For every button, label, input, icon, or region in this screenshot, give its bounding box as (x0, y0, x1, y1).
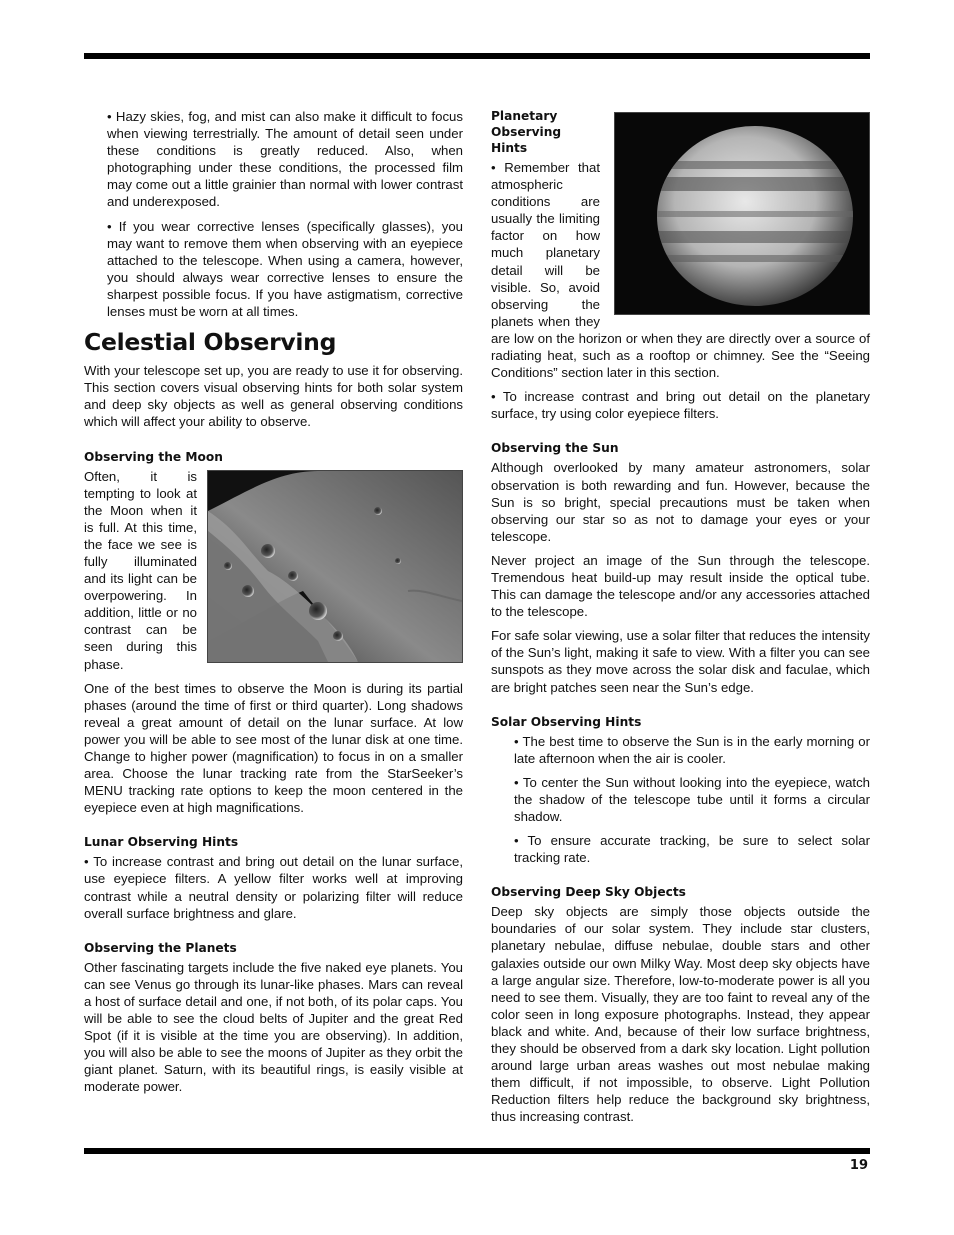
solar-hint-1: • The best time to observe the Sun is in the early morning or late afternoon when the air is cooler. (514, 733, 870, 766)
moon-photo (207, 470, 463, 663)
heading-planetary-hints: Planetary Observing Hints (491, 109, 562, 155)
heading-moon: Observing the Moon (84, 449, 223, 464)
left-column (84, 108, 463, 1103)
page-number: 19 (849, 1158, 868, 1173)
moon-paragraph-1: Often, it is tempting to look at the Moon when it is full. At this time, the face we see is fully illuminated and its light can be overpowering. In addition, little or no contrast can be seen during this phase. (84, 468, 197, 672)
heading-sun: Observing the Sun (491, 441, 619, 456)
solar-hint-3: • To ensure accurate tracking, be sure to select solar tracking rate. (514, 833, 870, 866)
bullet-haze: • Hazy skies, fog, and mist can also make it difficult to focus when viewing terrestrially. The amount of detail seen under these conditions is greatly reduced. Also, when photographing under these conditions, the processed film may come out a little grainier than normal with lower contrast and underexposed. (107, 109, 463, 210)
bottom-rule (84, 1148, 870, 1154)
sun-paragraph-3: For safe solar viewing, use a solar filter that reduces the intensity of the Sun’s light, making it safe to view. With a filter you can see sunspots as they move across the solar disk and faculae, which are bright patches seen near the Sun’s edge. (491, 628, 870, 695)
heading-planets: Observing the Planets (84, 940, 237, 955)
planetary-hints-paragraph-1: • Remember that atmospheric conditions are usually the limiting factor on how much planetary detail will be visible. So, avoid observing the planets when they are low on the horizon or when they are directly over a source of radiating heat, such as a rooftop or chimney. See the “Seeing Conditions” section later in this section. (491, 160, 870, 381)
intro-paragraph: With your telescope set up, you are ready to use it for observing. This section covers visual observing hints for both solar system and deep sky objects as well as general observing conditions which will affect your ability to observe. (84, 363, 463, 430)
heading-solar-hints: Solar Observing Hints (491, 714, 642, 729)
deep-sky-paragraph: Deep sky objects are simply those objects outside the boundaries of our solar system. They include star clusters, planetary nebulae, diffuse nebulae, double stars and other galaxies outside our own Milky Way. Most deep sky objects have a large angular size. Therefore, low-to-moderate power is all you need to see them. Visually, they are too faint to reveal any of the color seen in long exposure photographs. Instead, they appear black and white. And, because of their low surface brightness, they should be observed from a dark sky location. Light pollution around large urban areas washes out most nebulae making them difficult, if not impossible, to observe. Light Pollution Reduction filters help reduce the background sky brightness, thus increasing contrast. (491, 904, 870, 1125)
sun-paragraph-2: Never project an image of the Sun through the telescope. Tremendous heat build-up may result inside the optical tube. This can damage the telescope and/or any accessories attached to the telescope. (491, 552, 870, 620)
moon-paragraph-2: One of the best times to observe the Moon is during its partial phases (around the time of first or third quarter). Long shadows reveal a great amount of detail on the lunar surface. At low power you will be able to see most of the lunar disk at one time. Change to higher power (magnification) to focus in on a smaller area. Choose the lunar tracking rate from the StarSeeker’s MENU tracking rate options to keep the moon centered in the eyepiece even at high magnifications. (84, 680, 463, 816)
heading-lunar-hints: Lunar Observing Hints (84, 835, 239, 850)
heading-deep-sky: Observing Deep Sky Objects (491, 885, 686, 900)
section-title: Celestial Observing (84, 328, 337, 357)
solar-hint-2: • To center the Sun without looking into the eyepiece, watch the shadow of the telescope tube until it forms a circular shadow. (514, 774, 870, 824)
right-column (491, 108, 870, 1133)
planets-paragraph: Other fascinating targets include the five naked eye planets. You can see Venus go through its lunar-like phases. Mars can reveal a host of surface detail and one, if not both, of its polar caps. You will be able to see the cloud belts of Jupiter and the great Red Spot (if it is visible at the time you are observing). In addition, you will also be able to see the moons of Jupiter as they orbit the giant planet. Saturn, with its beautiful rings, is easily visible at moderate power. (84, 959, 463, 1095)
jupiter-photo (614, 112, 870, 315)
lunar-hints-paragraph: • To increase contrast and bring out detail on the lunar surface, use eyepiece filters. A yellow filter works well at improving contrast while a neutral density or polarizing filter will reduce overall surface brightness and glare. (84, 854, 463, 921)
bullet-lenses: • If you wear corrective lenses (specifically glasses), you may want to remove them when observing with an eyepiece attached to the telescope. When using a camera, however, you should always wear corrective lenses to ensure the sharpest possible focus. If you have astigmatism, corrective lenses must be worn at all times. (107, 218, 463, 320)
sun-paragraph-1: Although overlooked by many amateur astronomers, solar observation is both rewarding and fun. However, because the Sun is so bright, special precautions must be taken when observing our star so as not to damage your eyes or your telescope. (491, 460, 870, 544)
planetary-hints-paragraph-2: • To increase contrast and bring out detail on the planetary surface, try using color eyepiece filters. (491, 389, 870, 422)
top-rule (84, 53, 870, 59)
